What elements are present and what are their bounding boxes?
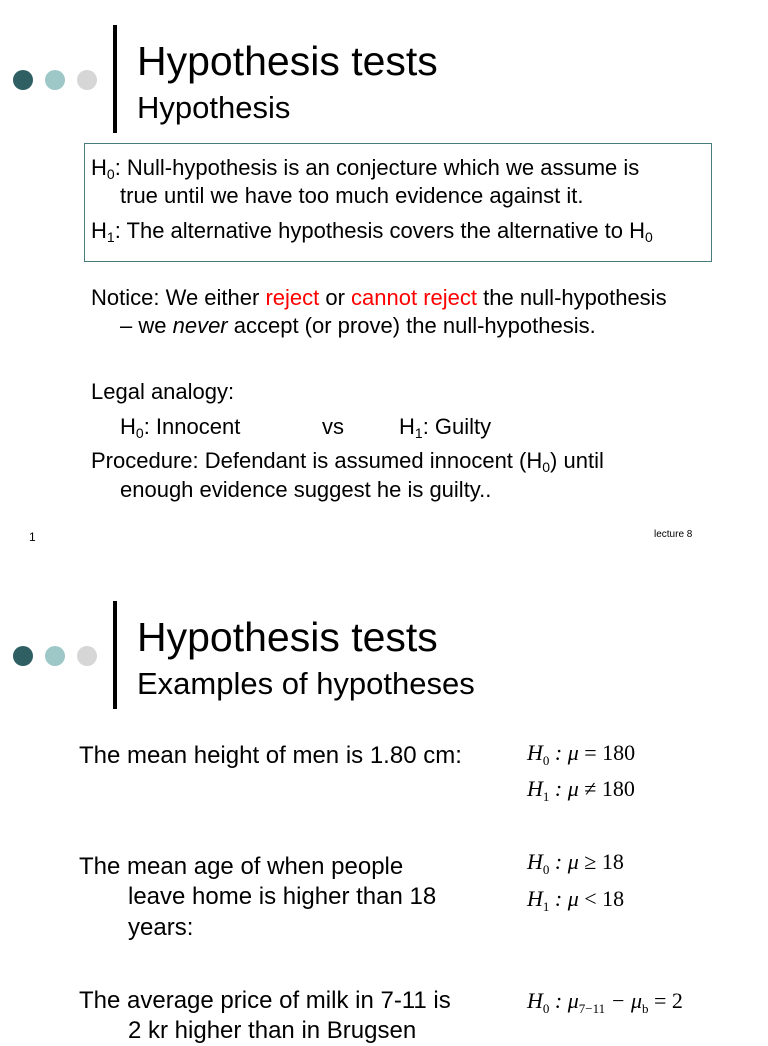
h0-definition-line1: $H_0$: Null-hypothesis is an conjecture which we assume is xyxy=(91,155,640,182)
teal-dot-icon xyxy=(45,70,65,90)
example-2-line2: leave home is higher than 18 xyxy=(128,883,437,910)
example-2-line1: The mean age of when people xyxy=(79,853,404,880)
legal-h0: $H_0$: Innocent xyxy=(120,414,241,441)
example-2-h1: $H_1$ : μ < 18 xyxy=(527,886,625,914)
h1-definition: $H_1$: The alternative hypothesis covers the alternative to $H_0$ xyxy=(91,218,653,245)
example-3-line2: 2 kr higher than in Brugsen xyxy=(128,1017,417,1044)
slide-subtitle: Examples of hypotheses xyxy=(137,666,475,701)
reject-emphasis: reject xyxy=(265,285,320,310)
grey-dot-icon xyxy=(77,646,97,666)
example-1: The mean height of men is 1.80 cm: xyxy=(79,742,462,769)
footer-label: lecture 8 xyxy=(654,529,693,540)
cannot-reject-emphasis: cannot reject xyxy=(351,285,478,310)
procedure-line2: enough evidence suggest he is guilty.. xyxy=(120,477,492,502)
slide-title: Hypothesis tests xyxy=(137,38,438,84)
example-1-h0: $H_0$ : μ = 180 xyxy=(527,740,636,768)
example-2-h0: $H_0$ : μ ≥ 18 xyxy=(527,849,624,877)
page-number: 1 xyxy=(29,530,36,544)
title-divider xyxy=(113,25,117,133)
legal-analogy-title: Legal analogy: xyxy=(91,379,235,404)
never-emphasis: never xyxy=(172,313,228,338)
teal-dot-icon xyxy=(45,646,65,666)
dark-dot-icon xyxy=(13,646,33,666)
legal-vs: vs xyxy=(322,414,344,439)
grey-dot-icon xyxy=(77,70,97,90)
legal-h1: $H_1$: Guilty xyxy=(399,414,492,441)
notice-line1: Notice: We either reject or cannot reject the null-hypothesis xyxy=(91,285,667,310)
notice-line2: – we never accept (or prove) the null-hypothesis. xyxy=(120,313,596,338)
h0-definition-line2: true until we have too much evidence against it. xyxy=(120,183,584,208)
slide-2 xyxy=(0,578,768,1044)
example-3-h0: $H_0$ : $\mu_{7-11} - \mu_b = 2$ xyxy=(527,988,683,1016)
slide-subtitle: Hypothesis xyxy=(137,90,291,125)
dark-dot-icon xyxy=(13,70,33,90)
slide-title: Hypothesis tests xyxy=(137,614,438,660)
title-divider xyxy=(113,601,117,709)
example-1-h1: $H_1$ : μ ≠ 180 xyxy=(527,776,635,804)
procedure-line1: Procedure: Defendant is assumed innocent $(H_0)$ until xyxy=(91,448,604,475)
example-3-line1: The average price of milk in 7-11 is xyxy=(79,987,451,1014)
example-2-line3: years: xyxy=(128,914,194,941)
